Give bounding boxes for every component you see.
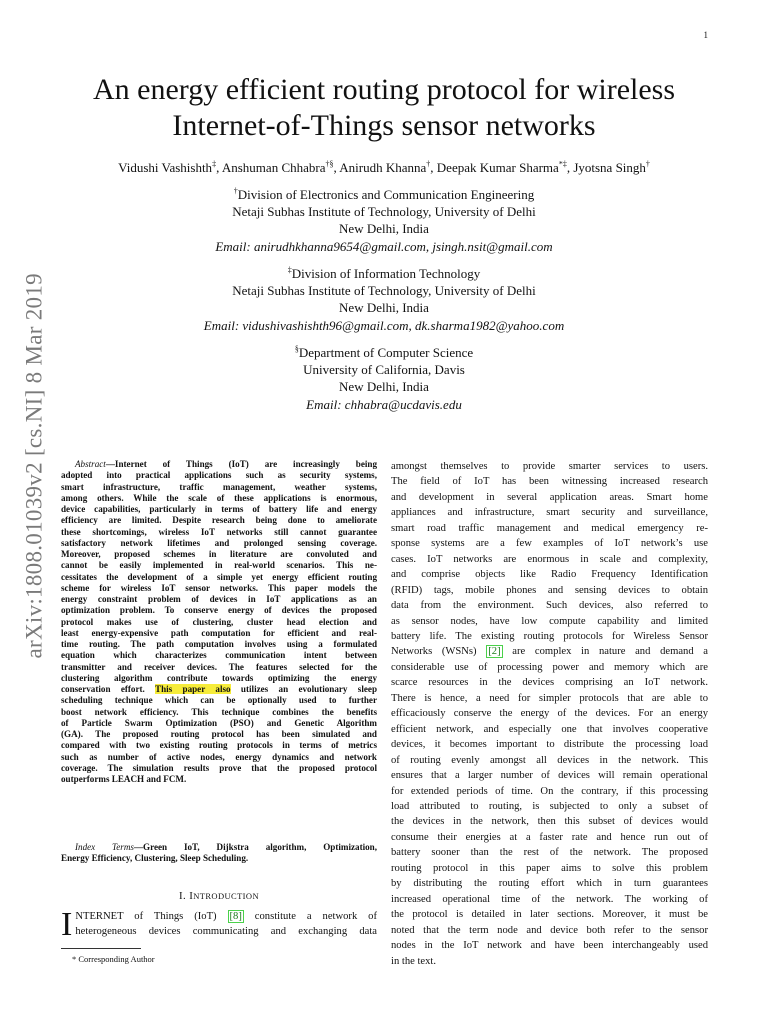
body-line: sponse systems are a few examples of IoT network’s use (391, 538, 708, 550)
affiliation-institution: Netaji Subhas Institute of Technology, University of Delhi (232, 283, 536, 299)
abstract-line: among others. While the scale of these applications is enormous, (61, 492, 377, 503)
author-marks: †§ (325, 159, 334, 169)
abstract-line: transmitter and receiver devices. The features selected for the (61, 661, 377, 672)
abstract-line: satisfactory network lifetimes and prolonged sensing coverage. (61, 537, 377, 548)
abstract-line: Moreover, proposed schemes in literature are convoluted and (61, 549, 377, 559)
body-line: (RFID) tags, mobile phones and sensing devices to obtain (391, 584, 708, 596)
citation-link[interactable]: [2] (488, 646, 501, 658)
affiliation-block (104, 265, 664, 334)
intro-text: heterogeneous devices communicating and exchanging data (75, 926, 377, 938)
body-line: the devices in the network, then this subset of devices would (391, 816, 708, 828)
abstract-line: energy constraint problem of devices in IoT applications as an (61, 594, 377, 604)
index-terms-line: —Green IoT, Dijkstra algorithm, Optimization, (133, 842, 377, 852)
abstract-line: cannot be easily implemented in real-world scenarios. This ne- (61, 560, 377, 571)
body-line: noted that the term node and device both refer to the sensor (391, 924, 708, 936)
body-line: efficient network, and especially one that involves cooperative (391, 723, 708, 735)
affiliation-department: Division of Electronics and Communication Engineering (237, 187, 535, 202)
body-line: routing protocol in this paper aims to solve this problem (391, 862, 708, 874)
abstract-line: compared with two existing routing protocols in terms of metrics (61, 740, 377, 751)
section-title-initial: I (189, 890, 194, 902)
affiliation-email: Email: vidushivashishth96@gmail.com, dk.sharma1982@yahoo.com (203, 317, 565, 333)
title-line-1: An energy efficient routing protocol for wireless (92, 73, 676, 106)
index-terms (61, 842, 377, 865)
affiliation-institution: Netaji Subhas Institute of Technology, University of Delhi (232, 204, 536, 220)
section-number: I. (178, 890, 187, 902)
affiliation-block (104, 186, 664, 255)
author-name: Deepak Kumar Sharma (436, 160, 559, 175)
author-name: Jyotsna Singh (573, 160, 646, 175)
abstract-line: such as number of active nodes, energy dynamics and network (61, 751, 377, 762)
abstract-line: cessitates the development of a simple yet energy efficient routing (61, 571, 377, 582)
abstract-line: conservation effort. (61, 684, 145, 694)
body-line: cases. IoT networks are enormous in scale and complexity, (391, 553, 708, 565)
abstract-line: utilizes an evolutionary sleep (230, 684, 378, 694)
body-line: by distributing the routing effort which in turn guarantees (391, 878, 708, 890)
affiliation-department: Department of Computer Science (298, 345, 474, 360)
abstract-line: these shortcomings, wireless IoT networks still cannot guarantee (61, 526, 377, 537)
body-line: amongst themselves to provide smarter services to users. (391, 461, 708, 472)
abstract-line: scheme for wireless IoT sensor networks. This paper models the (61, 582, 377, 593)
abstract-line: least energy-expensive path computation for efficient and real- (61, 627, 377, 638)
body-line: efficaciously conserve the energy of the devices. For an energy (391, 708, 708, 720)
arxiv-side-stamp: arXiv:1808.01039v2 [cs.NI] 8 Mar 2019 (21, 273, 47, 659)
body-line: as sensor nodes, have low compute capability and limited (391, 615, 708, 627)
body-line: consume their energies at a faster rate and hence run out of (391, 831, 708, 843)
footnote: * Corresponding Author (72, 954, 155, 964)
abstract-line: boost network efficiency. This technique combines the benefits (61, 706, 377, 717)
abstract-line: (GA). The proposed routing protocol has been simulated and (61, 729, 377, 739)
body-text: are complex in nature and demand a (502, 646, 708, 658)
affiliation-city: New Delhi, India (339, 300, 429, 316)
abstract-line: of Particle Swarm Optimization (PSO) and Genetic Algorithm (61, 717, 377, 728)
citation-link[interactable]: [8] (229, 911, 242, 922)
author-list: Vidushi Vashishth‡, Anshuman Chhabra†§, Anirudh Khanna†, Deepak Kumar Sharma*‡, Jyotsna Singh† (118, 159, 650, 175)
abstract-line: clustering algorithm contribute towards optimizing the energy (61, 672, 377, 683)
affiliation-mark: ‡ (287, 265, 292, 275)
affiliation-mark: † (233, 186, 238, 196)
index-terms-line: Energy Efficiency, Clustering, Sleep Scheduling. (61, 853, 249, 864)
author-marks: ‡ (212, 159, 217, 169)
body-line: increased operational time of the network. The working of (391, 893, 708, 905)
page-number: 1 (703, 30, 708, 40)
body-line: considerable use of processing power and memory which are (391, 661, 708, 673)
body-line: for extended periods of time. On the contrary, if this processing (391, 785, 708, 797)
affiliation-email: Email: anirudhkhanna9654@gmail.com, jsingh.nsit@gmail.com (215, 238, 553, 254)
paper-title (60, 72, 708, 144)
author-name: Anshuman Chhabra (221, 160, 326, 175)
abstract-line: coverage. The simulation results prove that the proposed protocol (61, 762, 377, 773)
abstract-line: device capabilities, particularly in terms of battery life and energy (61, 504, 377, 514)
body-line: and development in several application areas. Smart home (391, 491, 708, 503)
affiliation-city: New Delhi, India (339, 379, 429, 395)
body-line: nodes in the IoT network and have been interchangeably used (391, 940, 708, 952)
title-line-2: Internet-of-Things sensor networks (172, 109, 596, 142)
abstract-line: —Internet of Things (IoT) are increasingly being (105, 459, 377, 469)
body-line: appliances and infrastructure, smart security and surveillance, (391, 507, 708, 519)
abstract-line: scheduling technique which can be optionally used to further (61, 695, 377, 706)
author-name: Vidushi Vashishth (118, 160, 213, 175)
index-terms-heading: Index Terms (75, 842, 134, 852)
right-column-text (391, 459, 708, 969)
abstract-line: efficiency are limited. Despite research being done to ameliorate (61, 515, 377, 526)
author-marks: † (645, 159, 650, 169)
abstract-line: protocol makes use of clustering, cluster head election and (61, 616, 377, 627)
author-marks: † (426, 159, 431, 169)
section-title-rest: NTRODUCTION (193, 891, 259, 901)
abstract-line: smart infrastructure, traffic management, weather systems, (61, 481, 377, 492)
abstract-line: adopted into practical applications such as security systems, (61, 470, 377, 481)
intro-text: constitute a network of (243, 911, 377, 922)
body-line: ensures that a larger number of devices will remain operational (391, 770, 708, 782)
author-marks: *‡ (558, 159, 567, 169)
body-line: battery sooner than the rest of the network. The proposed (391, 847, 708, 859)
body-line: data from the environment. Such devices, also referred to (391, 600, 708, 612)
abstract-line: time routing. The path computation involves using a formulated (61, 639, 377, 649)
body-line: scarce resources in the devices comprising an IoT network. (391, 677, 708, 689)
body-line: There is hence, a need for simpler protocols that are able to (391, 692, 708, 704)
affiliation-mark: § (294, 344, 299, 354)
abstract-line: optimization problem. To conserve energy of devices the proposed (61, 605, 377, 616)
body-line: load attributed to routing, is subjected to only a subset of (391, 800, 708, 812)
affiliation-block (104, 344, 664, 413)
section-heading (61, 890, 377, 902)
abstract-line: outperforms LEACH and FCM. (61, 774, 187, 784)
affiliation-email: Email: chhabra@ucdavis.edu (306, 396, 462, 412)
abstract-line: equation which characterizes communication intent between (61, 650, 377, 661)
abstract (61, 459, 377, 785)
affiliation-department: Division of Information Technology (291, 266, 481, 281)
body-line: smart road traffic management and medical emergency re- (391, 522, 708, 534)
intro-text: NTERNET of Things (IoT) (75, 911, 228, 922)
intro-paragraph (61, 906, 377, 943)
highlighted-text: This paper also (155, 684, 231, 694)
footnote-rule (61, 948, 141, 949)
body-line: and comprise objects like Radio Frequency Identification (391, 569, 708, 581)
drop-cap: I (61, 906, 73, 943)
body-line: The field of IoT has been witnessing increased research (391, 476, 708, 488)
affiliation-institution: University of California, Davis (303, 362, 465, 378)
abstract-heading: Abstract (75, 459, 106, 469)
body-line: in the text. (391, 955, 437, 967)
body-line: battery life. The existing routing protocols for Wireless Sensor (391, 630, 708, 642)
body-line: of routing evenly amongst all devices in the network. This (391, 754, 708, 766)
body-line: the protocol is detailed in later sections. Moreover, it must be (391, 909, 708, 921)
author-name: Anirudh Khanna (339, 160, 427, 175)
body-line: devices, it becomes important to distribute the processing load (391, 739, 708, 751)
body-text: Networks (WSNs) (391, 646, 487, 658)
affiliation-city: New Delhi, India (339, 221, 429, 237)
